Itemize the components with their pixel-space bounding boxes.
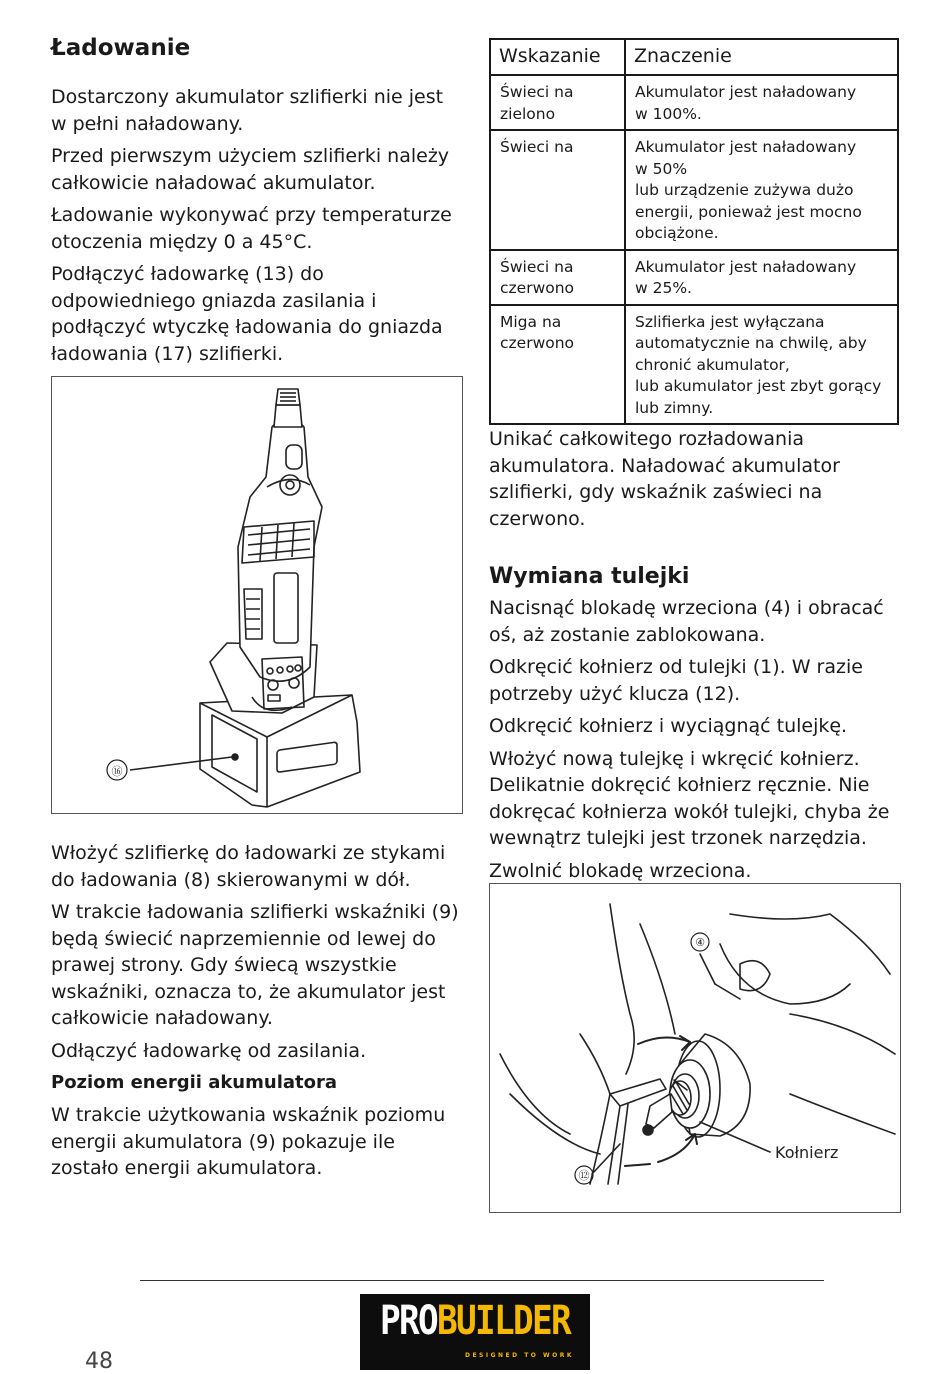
logo-pro: PRO [380, 1298, 438, 1344]
callout-16-label: ⑯ [111, 765, 123, 778]
page-number: 48 [85, 1349, 113, 1374]
cell-line: Akumulator jest naładowany [635, 257, 857, 276]
footer-divider [140, 1280, 824, 1281]
cell-line: Świeci na [500, 138, 574, 156]
table-row [490, 305, 898, 425]
cell-line: obciążone. [635, 224, 719, 242]
paragraph: W trakcie ładowania szlifierki wskaźniki (9) będą świecić naprzemiennie od lewej do prawej strony. Gdy świecą wszystkie wskaźniki, oznacza to, że akumulator jest całkowicie naładowany. [51, 901, 459, 1029]
table-cell-indication [490, 250, 625, 305]
charging-intro [51, 84, 463, 367]
cell-line: zielono [500, 104, 556, 123]
right-column-text [489, 426, 901, 884]
logo-tagline: DESIGNED TO WORK [464, 1352, 574, 1359]
cell-line: lub urządzenie zużywa dużo [635, 181, 854, 199]
probuilder-logo [360, 1294, 590, 1370]
paragraph: Ładowanie wykonywać przy temperaturze otoczenia między 0 a 45°C. [51, 204, 452, 253]
paragraph: Włożyć nową tulejkę i wkręcić kołnierz. Delikatnie dokręcić kołnierz ręcznie. Nie dokręcać kołnierza wokół tulejki, chyba że wewnątrz tulejki jest trzonek narzędzia. [489, 747, 890, 849]
table-cell-meaning [625, 250, 898, 305]
left-column-lower [51, 840, 463, 1182]
paragraph: W trakcie użytkowania wskaźnik poziomu energii akumulatora (9) pokazuje ile zostało energii akumulatora. [51, 1104, 446, 1179]
cell-line: lub zimny. [635, 398, 714, 417]
table-cell-indication [490, 75, 625, 130]
cell-line: chronić akumulator, [635, 355, 790, 374]
table-cell-meaning [625, 305, 898, 425]
section-heading-charging: Ładowanie [51, 35, 191, 61]
paragraph: Odkręcić kołnierz od tulejki (1). W razie potrzeby użyć klucza (12). [489, 656, 863, 705]
callout-12-label: ⑫ [578, 1169, 590, 1182]
table-row [490, 250, 898, 305]
subheading-battery-level: Poziom energii akumulatora [51, 1072, 338, 1093]
table-cell-indication [490, 305, 625, 425]
grinder-in-charger-illustration [52, 377, 462, 813]
cell-line: lub akumulator jest zbyt gorący [635, 377, 882, 395]
cell-line: Miga na [500, 312, 562, 331]
paragraph: Przed pierwszym użyciem szlifierki należy całkowicie naładować akumulator. [51, 145, 450, 194]
section-heading-collet: Wymiana tulejki [489, 564, 690, 589]
cell-line: w 50% [635, 159, 688, 178]
callout-4-label: ④ [695, 936, 705, 949]
table-row [490, 75, 898, 130]
table-header-meaning: Znaczenie [625, 39, 898, 75]
cell-line: czerwono [500, 334, 575, 352]
logo-wordmark [376, 1298, 574, 1344]
indicator-table-wrapper [489, 38, 899, 425]
cell-line: w 25%. [635, 279, 692, 297]
cell-line: energii, ponieważ jest mocno [635, 202, 862, 221]
table-cell-meaning [625, 75, 898, 130]
cell-line: czerwono [500, 279, 575, 297]
table-header-row [490, 39, 898, 75]
collet-figure [489, 883, 901, 1213]
cell-line: w 100%. [635, 104, 702, 123]
cell-line: automatycznie na chwilę, aby [635, 334, 867, 352]
cell-line: Świeci na [500, 257, 574, 276]
cell-line: Świeci na [500, 83, 574, 101]
paragraph: Nacisnąć blokadę wrzeciona (4) i obracać oś, aż zostanie zablokowana. [489, 597, 884, 646]
table-header-indication: Wskazanie [490, 39, 625, 75]
table-row [490, 130, 898, 250]
table-cell-indication [490, 130, 625, 250]
flange-label: Kołnierz [775, 1143, 839, 1162]
paragraph: Zwolnić blokadę wrzeciona. [489, 859, 752, 882]
paragraph: Unikać całkowitego rozładowania akumulatora. Naładować akumulator szlifierki, gdy wskaźnik zaświeci na czerwono. [489, 428, 840, 530]
cell-line: Akumulator jest naładowany [635, 83, 857, 101]
indicator-table [489, 38, 899, 425]
paragraph: Odkręcić kołnierz i wyciągnąć tulejkę. [489, 715, 848, 737]
paragraph: Odłączyć ładowarkę od zasilania. [51, 1039, 367, 1062]
logo-builder: BUILDER [437, 1298, 570, 1344]
cell-line: Szlifierka jest wyłączana [635, 312, 825, 331]
table-cell-meaning [625, 130, 898, 250]
paragraph: Dostarczony akumulator szlifierki nie jest w pełni naładowany. [51, 86, 444, 135]
grinder-charger-figure [51, 376, 463, 814]
collet-replacement-illustration [490, 884, 900, 1212]
paragraph: Podłączyć ładowarkę (13) do odpowiedniego gniazda zasilania i podłączyć wtyczkę ładowania do gniazda ładowania (17) szlifierki. [51, 263, 443, 365]
cell-line: Akumulator jest naładowany [635, 138, 857, 156]
paragraph: Włożyć szlifierkę do ładowarki ze stykami do ładowania (8) skierowanymi w dół. [51, 842, 446, 891]
